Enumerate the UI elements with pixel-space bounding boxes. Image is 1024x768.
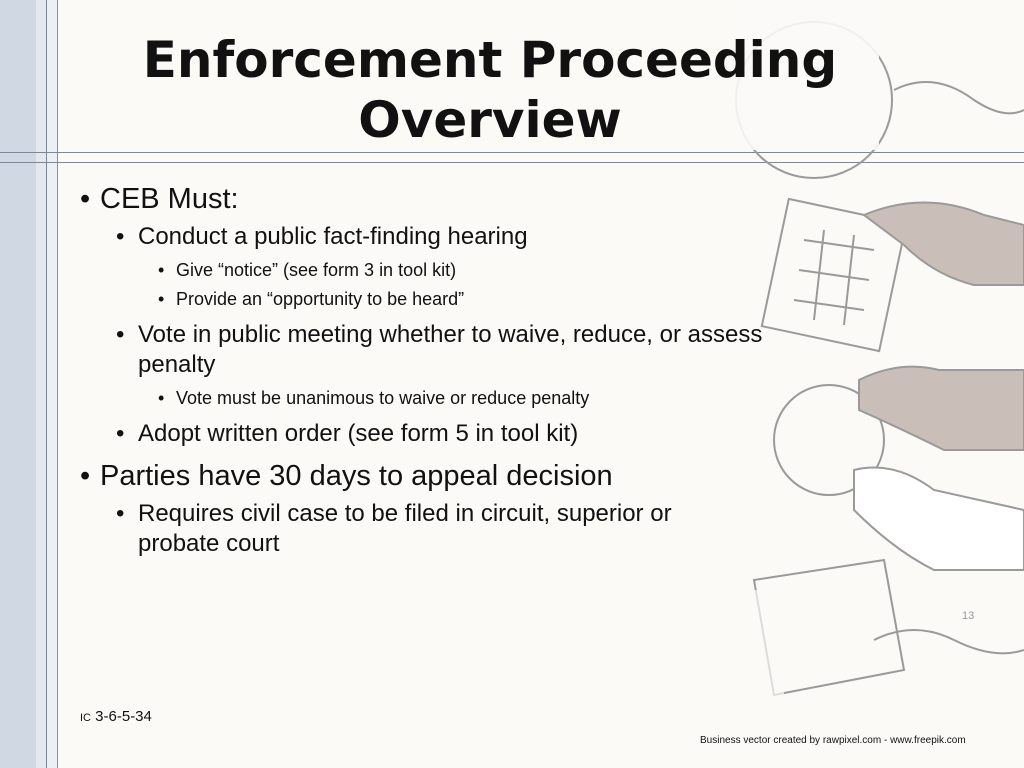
left-decorative-band-3 bbox=[47, 0, 58, 768]
citation bbox=[80, 708, 152, 725]
bullet-unanimous: • Vote must be unanimous to waive or reduce penalty bbox=[80, 384, 840, 413]
slide-title-line-2: Overview bbox=[358, 91, 622, 149]
page-number: 13 bbox=[962, 610, 975, 622]
left-decorative-band-2 bbox=[36, 0, 47, 768]
bullet-list bbox=[80, 182, 840, 563]
hand-top bbox=[894, 82, 1024, 113]
bullet-give-notice: • Give “notice” (see form 3 in tool kit) bbox=[80, 256, 840, 285]
bullet-parties-appeal: • Parties have 30 days to appeal decision bbox=[80, 459, 840, 493]
slide-title-line-1: Enforcement Proceeding bbox=[142, 31, 838, 89]
bullet-adopt-order: • Adopt written order (see form 5 in tool kit) bbox=[80, 419, 840, 449]
hand-white bbox=[854, 468, 1024, 571]
slide-title bbox=[80, 30, 900, 150]
image-credit: Business vector created by rawpixel.com - www.freepik.com bbox=[700, 735, 966, 746]
bullet-opportunity: • Provide an “opportunity to be heard” bbox=[80, 285, 840, 314]
citation-number: 3-6-5-34 bbox=[95, 708, 152, 725]
hand-shaded-1 bbox=[864, 203, 1024, 286]
left-decorative-band bbox=[0, 0, 37, 768]
bullet-requires-civil-case: • Requires civil case to be filed in circuit, superior or probate court bbox=[80, 499, 738, 559]
bullet-vote: • Vote in public meeting whether to waive, reduce, or assess penalty bbox=[80, 320, 840, 380]
bullet-conduct-hearing: • Conduct a public fact-finding hearing bbox=[80, 222, 840, 252]
bullet-ceb-must: • CEB Must: bbox=[80, 182, 840, 216]
citation-prefix: IC bbox=[80, 712, 91, 724]
